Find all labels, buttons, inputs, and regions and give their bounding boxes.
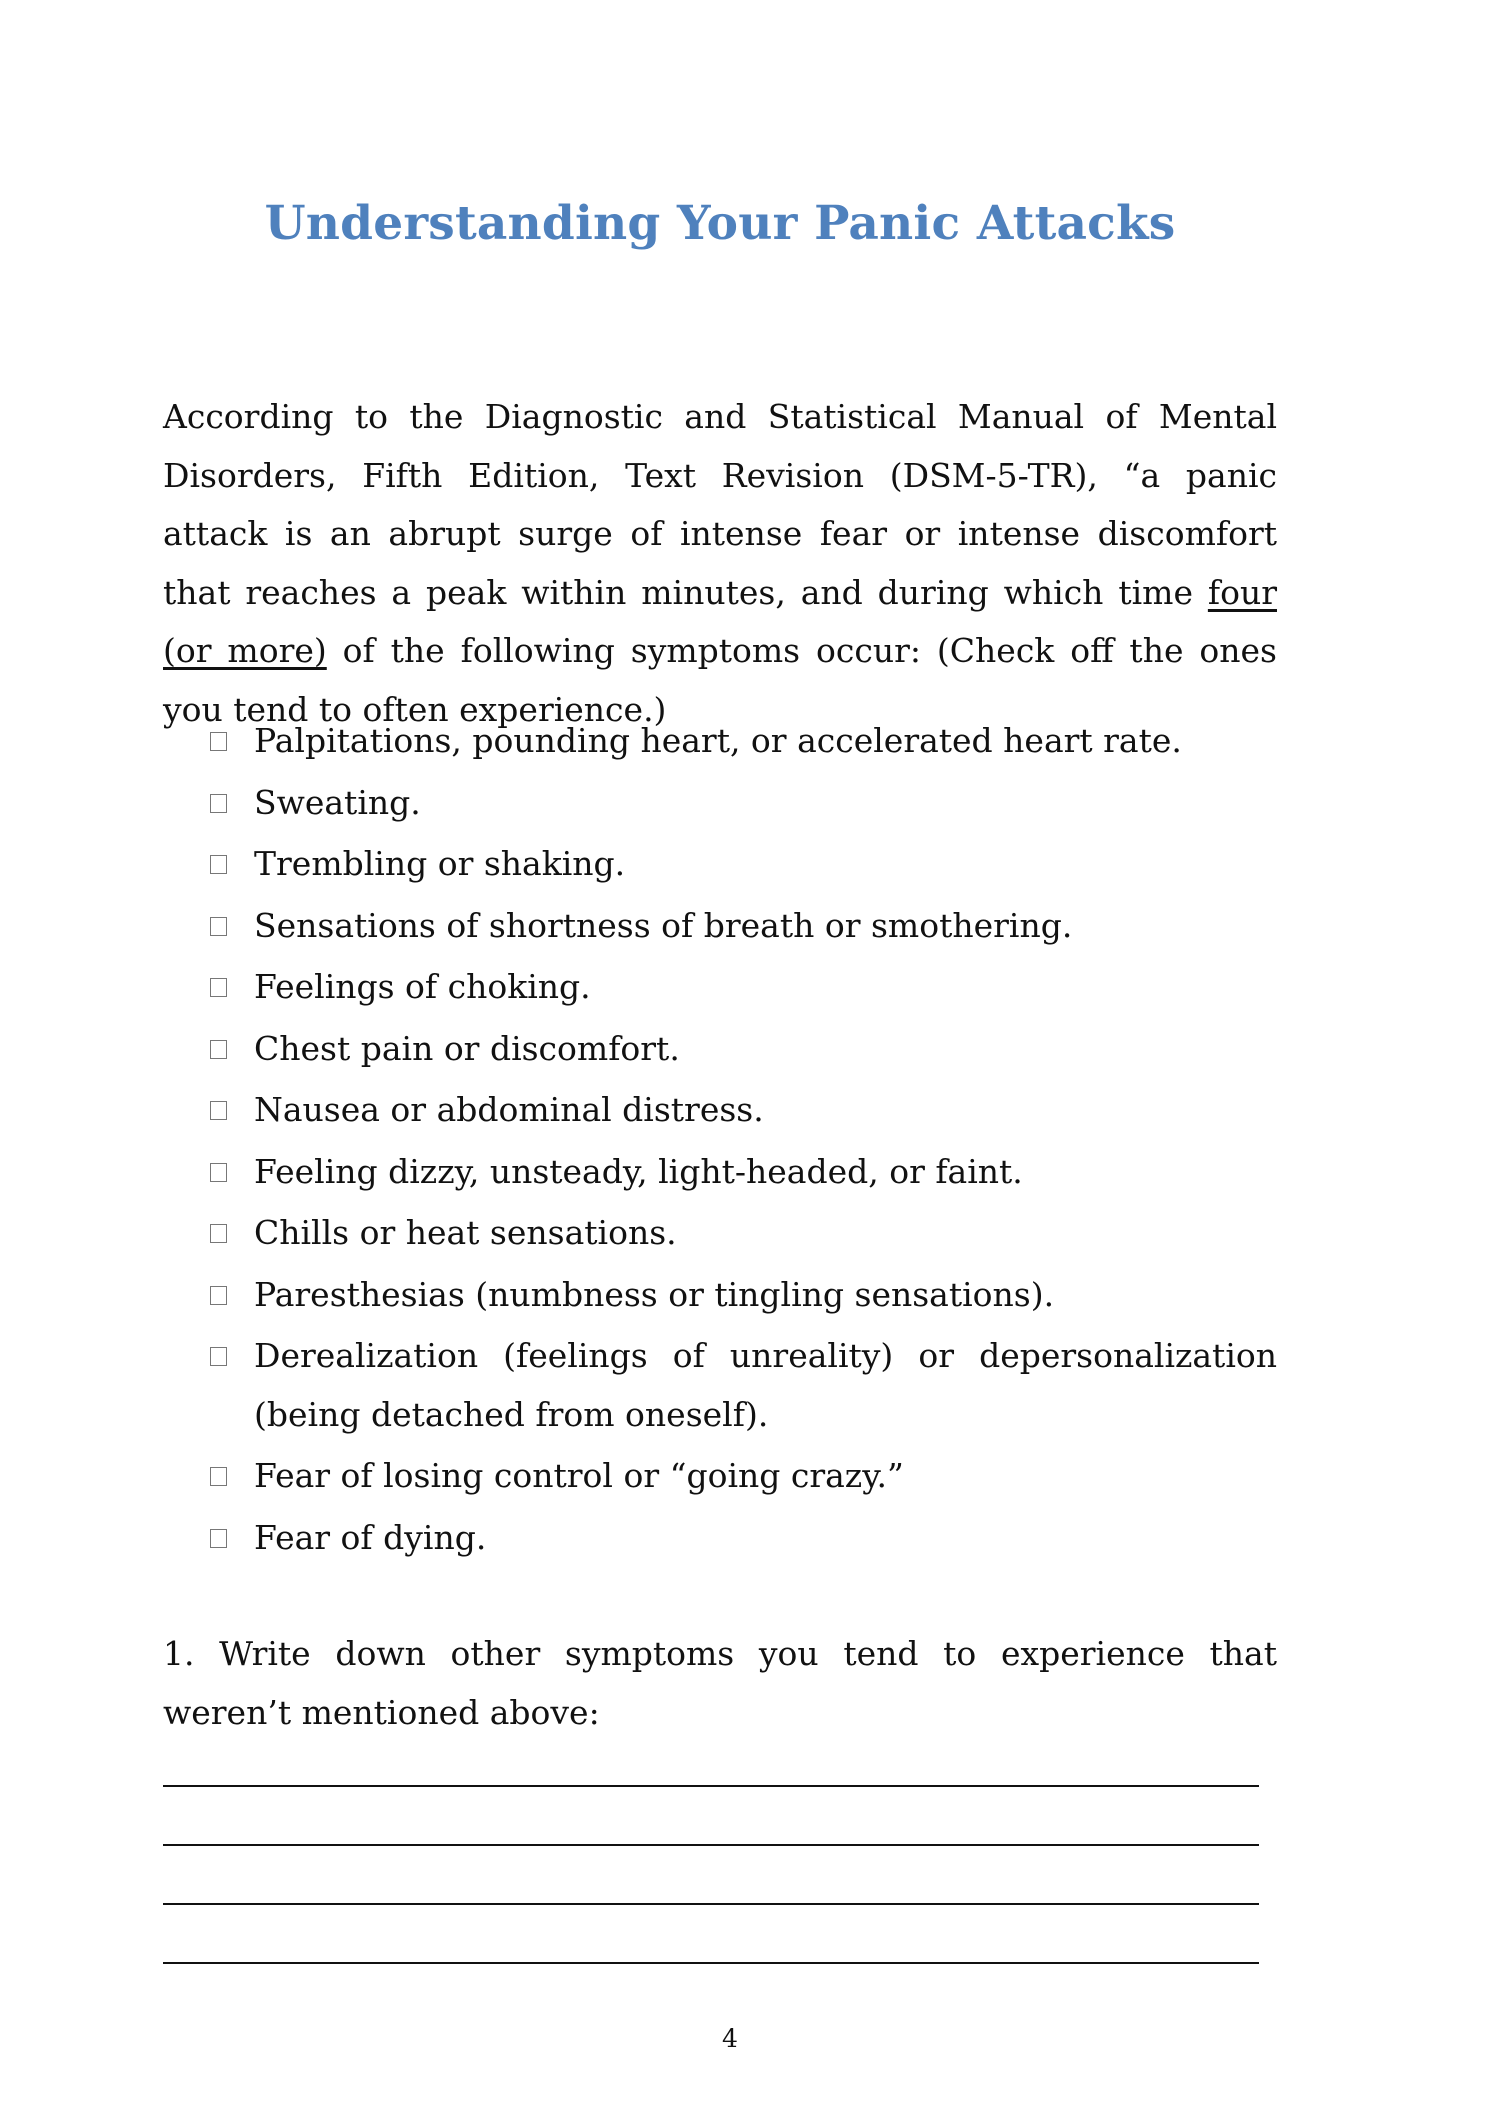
symptom-label: Chills or heat sensations. (254, 1213, 677, 1252)
answer-line[interactable] (163, 1962, 1259, 1964)
symptom-item (208, 835, 1277, 894)
checkbox[interactable] (210, 1347, 227, 1366)
symptom-item (208, 1143, 1277, 1202)
symptom-item (208, 1204, 1277, 1263)
symptom-label: Palpitations, pounding heart, or accelerated heart rate. (254, 721, 1182, 760)
checkbox[interactable] (210, 978, 227, 997)
symptom-label: Fear of losing control or “going crazy.” (254, 1456, 904, 1495)
symptom-label: Sensations of shortness of breath or smothering. (254, 905, 1073, 945)
symptom-item (208, 712, 1277, 771)
intro-text-start: According to the Diagnostic and Statistical Manual of Mental Disorders, Fifth Edition, Text Revision (DSM-5-TR), “a panic attack is an abrupt surge of intense fear or intense discomfort that reaches a peak within minutes, and during which time (163, 397, 1277, 612)
intro-paragraph (163, 388, 1277, 739)
symptom-label: Trembling or shaking. (254, 844, 626, 883)
answer-line[interactable] (163, 1903, 1259, 1905)
checkbox[interactable] (210, 855, 227, 874)
symptom-item (208, 1266, 1277, 1325)
intro-underlined-text: four (or more) (163, 572, 1277, 670)
intro-text-end: of the following symptoms occur: (Check off the ones you tend to often experience.) (163, 631, 1277, 729)
symptom-item (208, 774, 1277, 833)
symptom-item (208, 1509, 1277, 1568)
answer-line[interactable] (163, 1785, 1259, 1787)
checkbox[interactable] (210, 917, 227, 936)
checkbox[interactable] (210, 732, 227, 751)
symptom-label: Feeling dizzy, unsteady, light-headed, or faint. (254, 1151, 1023, 1191)
symptom-item (208, 1327, 1277, 1444)
checkbox[interactable] (210, 1467, 227, 1486)
symptom-label: Fear of dying. (254, 1517, 487, 1557)
checkbox[interactable] (210, 1529, 227, 1548)
symptom-item (208, 1081, 1277, 1140)
symptom-label: Sweating. (254, 782, 421, 822)
question-prompt: 1. Write down other symptoms you tend to experience that weren’t mentioned above: (163, 1634, 1277, 1732)
symptom-label: Nausea or abdominal distress. (254, 1090, 764, 1129)
symptom-label: Chest pain or discomfort. (254, 1028, 680, 1068)
symptom-item (208, 958, 1277, 1017)
symptom-item (208, 1020, 1277, 1079)
symptom-checklist (208, 712, 1277, 1570)
page-title: Understanding Your Panic Attacks (264, 196, 1176, 251)
checkbox[interactable] (210, 794, 227, 813)
checkbox[interactable] (210, 1040, 227, 1059)
checkbox[interactable] (210, 1286, 227, 1305)
symptom-label: Paresthesias (numbness or tingling sensations). (254, 1274, 1055, 1314)
page-number: 4 (722, 2024, 738, 2053)
checkbox[interactable] (210, 1163, 227, 1182)
symptom-item (208, 897, 1277, 956)
symptom-item (208, 1447, 1277, 1506)
symptom-label: Derealization (feelings of unreality) or depersonalization (being detached from oneself). (254, 1336, 1277, 1434)
symptom-label: Feelings of choking. (254, 967, 591, 1006)
checkbox[interactable] (210, 1101, 227, 1120)
answer-line[interactable] (163, 1844, 1259, 1846)
checkbox[interactable] (210, 1224, 227, 1243)
